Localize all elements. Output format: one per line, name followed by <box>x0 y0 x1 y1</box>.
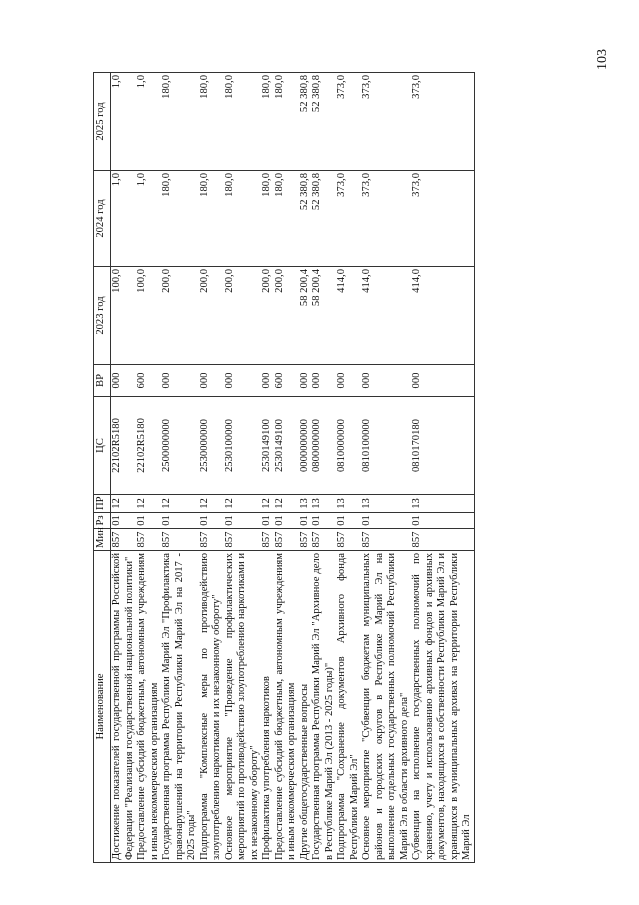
cell-cs: 2530149100 <box>261 397 274 495</box>
cell-2025: 52 380,8 <box>299 73 312 171</box>
table-row <box>274 73 299 863</box>
cell-vr: 000 <box>311 365 336 397</box>
header-name: Наименование <box>94 551 111 863</box>
cell-min: 857 <box>336 529 361 551</box>
cell-rz: 01 <box>161 513 199 529</box>
cell-min: 857 <box>261 529 274 551</box>
cell-pr: 13 <box>299 495 312 513</box>
table-row <box>261 73 274 863</box>
cell-cs: 22102R5180 <box>111 397 137 495</box>
cell-vr: 000 <box>199 365 224 397</box>
cell-pr: 12 <box>261 495 274 513</box>
cell-2025: 373,0 <box>361 73 411 171</box>
cell-name: Государственная программа Республики Марий Эл "Архивное дело в Республике Марий Эл (2013 - 2025 годы)" <box>311 551 336 863</box>
table-row <box>111 73 137 863</box>
cell-vr: 600 <box>136 365 161 397</box>
cell-2024: 373,0 <box>336 171 361 267</box>
cell-min: 857 <box>411 529 474 551</box>
cell-name: Субвенции на исполнение государственных полномочий по хранению, учету и использованию архивных фондов и архивных документов, находящихся в собственности Республики Марий Эл и хранящихся в муниципальных архивах на территории Республики Марий Эл <box>411 551 474 863</box>
cell-2023: 414,0 <box>411 267 474 365</box>
table-row <box>224 73 262 863</box>
cell-cs: 2530000000 <box>199 397 224 495</box>
cell-vr: 000 <box>261 365 274 397</box>
cell-name: Достижение показателей государственной программы Российской Федерации "Реализация государственной национальной политики" <box>111 551 137 863</box>
cell-2025: 1,0 <box>111 73 137 171</box>
cell-min: 857 <box>199 529 224 551</box>
cell-2025: 180,0 <box>261 73 274 171</box>
cell-rz: 01 <box>136 513 161 529</box>
cell-vr: 000 <box>224 365 262 397</box>
cell-rz: 01 <box>111 513 137 529</box>
table-row <box>299 73 312 863</box>
cell-2023: 58 200,4 <box>299 267 312 365</box>
cell-min: 857 <box>361 529 411 551</box>
header-rz: Рз <box>94 513 111 529</box>
cell-min: 857 <box>161 529 199 551</box>
cell-min: 857 <box>274 529 299 551</box>
cell-2025: 180,0 <box>161 73 199 171</box>
cell-2025: 180,0 <box>224 73 262 171</box>
cell-cs: 0810000000 <box>336 397 361 495</box>
cell-rz: 01 <box>224 513 262 529</box>
cell-pr: 12 <box>199 495 224 513</box>
table-row <box>199 73 224 863</box>
cell-2023: 414,0 <box>336 267 361 365</box>
cell-vr: 000 <box>361 365 411 397</box>
cell-name: Подпрограмма "Сохранение документов Архивного фонда Республики Марий Эл" <box>336 551 361 863</box>
cell-cs: 0810170180 <box>411 397 474 495</box>
table-row <box>411 73 474 863</box>
cell-2024: 180,0 <box>261 171 274 267</box>
cell-2023: 200,0 <box>261 267 274 365</box>
cell-2024: 1,0 <box>136 171 161 267</box>
page-number: 103 <box>595 49 610 70</box>
cell-pr: 12 <box>111 495 137 513</box>
cell-min: 857 <box>299 529 312 551</box>
cell-2024: 180,0 <box>161 171 199 267</box>
cell-2024: 180,0 <box>199 171 224 267</box>
cell-2024: 52 380,8 <box>299 171 312 267</box>
cell-rz: 01 <box>261 513 274 529</box>
cell-name: Предоставление субсидий бюджетным, автономным учреждениям и иным некоммерческим организациям <box>136 551 161 863</box>
cell-min: 857 <box>224 529 262 551</box>
cell-rz: 01 <box>411 513 474 529</box>
cell-2025: 373,0 <box>411 73 474 171</box>
cell-cs: 2530149100 <box>274 397 299 495</box>
cell-name: Предоставление субсидий бюджетным, автономным учреждениям и иным некоммерческим организациям <box>274 551 299 863</box>
header-2025: 2025 год <box>94 73 111 171</box>
cell-2024: 180,0 <box>224 171 262 267</box>
cell-rz: 01 <box>311 513 336 529</box>
cell-vr: 000 <box>336 365 361 397</box>
cell-2025: 373,0 <box>336 73 361 171</box>
cell-2024: 373,0 <box>411 171 474 267</box>
budget-table <box>93 72 475 863</box>
cell-2023: 58 200,4 <box>311 267 336 365</box>
cell-cs: 2500000000 <box>161 397 199 495</box>
cell-pr: 13 <box>361 495 411 513</box>
table-row <box>361 73 411 863</box>
cell-2023: 100,0 <box>136 267 161 365</box>
cell-2024: 373,0 <box>361 171 411 267</box>
header-2023: 2023 год <box>94 267 111 365</box>
cell-2025: 180,0 <box>199 73 224 171</box>
cell-rz: 01 <box>199 513 224 529</box>
header-2024: 2024 год <box>94 171 111 267</box>
cell-pr: 12 <box>136 495 161 513</box>
cell-name: Основное мероприятие "Субвенции бюджетам муниципальных районов и городских округов в Республике Марий Эл на выполнение отдельных государственных полномочий Республики Марий Эл в области архивного дела" <box>361 551 411 863</box>
cell-pr: 12 <box>161 495 199 513</box>
cell-vr: 000 <box>411 365 474 397</box>
cell-name: Основное мероприятие "Проведение профилактических мероприятий по противодействию злоупотреблению наркотиками и их незаконному обороту" <box>224 551 262 863</box>
cell-cs: 0810100000 <box>361 397 411 495</box>
table-body <box>111 73 475 863</box>
cell-min: 857 <box>111 529 137 551</box>
cell-2023: 200,0 <box>224 267 262 365</box>
cell-2025: 52 380,8 <box>311 73 336 171</box>
header-vr: ВР <box>94 365 111 397</box>
cell-2023: 200,0 <box>199 267 224 365</box>
table-row <box>161 73 199 863</box>
cell-name: Государственная программа Республики Марий Эл "Профилактика правонарушений на территории Республики Марий Эл на 2017 - 2025 годы" <box>161 551 199 863</box>
cell-name: Подпрограмма "Комплексные меры по противодействию злоупотреблению наркотиками и их незаконному обороту" <box>199 551 224 863</box>
cell-rz: 01 <box>336 513 361 529</box>
cell-min: 857 <box>311 529 336 551</box>
cell-2023: 200,0 <box>161 267 199 365</box>
cell-cs: 22102R5180 <box>136 397 161 495</box>
header-min: Мин <box>94 529 111 551</box>
cell-pr: 13 <box>411 495 474 513</box>
cell-min: 857 <box>136 529 161 551</box>
cell-vr: 000 <box>111 365 137 397</box>
cell-rz: 01 <box>299 513 312 529</box>
cell-2023: 200,0 <box>274 267 299 365</box>
cell-pr: 12 <box>224 495 262 513</box>
cell-name: Другие общегосударственные вопросы <box>299 551 312 863</box>
cell-pr: 12 <box>274 495 299 513</box>
cell-2025: 180,0 <box>274 73 299 171</box>
cell-2025: 1,0 <box>136 73 161 171</box>
cell-rz: 01 <box>274 513 299 529</box>
cell-2023: 100,0 <box>111 267 137 365</box>
cell-cs: 2530100000 <box>224 397 262 495</box>
cell-vr: 000 <box>161 365 199 397</box>
cell-2023: 414,0 <box>361 267 411 365</box>
cell-2024: 1,0 <box>111 171 137 267</box>
cell-cs: 0800000000 <box>311 397 336 495</box>
table-row <box>311 73 336 863</box>
cell-2024: 180,0 <box>274 171 299 267</box>
rotated-page <box>93 73 599 863</box>
cell-name: Профилактика употребления наркотиков <box>261 551 274 863</box>
header-pr: ПР <box>94 495 111 513</box>
table-row <box>336 73 361 863</box>
cell-cs: 0000000000 <box>299 397 312 495</box>
cell-2024: 52 380,8 <box>311 171 336 267</box>
cell-pr: 13 <box>336 495 361 513</box>
cell-pr: 13 <box>311 495 336 513</box>
header-cs: ЦС <box>94 397 111 495</box>
header-row <box>94 73 111 863</box>
cell-vr: 600 <box>274 365 299 397</box>
cell-vr: 000 <box>299 365 312 397</box>
cell-rz: 01 <box>361 513 411 529</box>
table-row <box>136 73 161 863</box>
